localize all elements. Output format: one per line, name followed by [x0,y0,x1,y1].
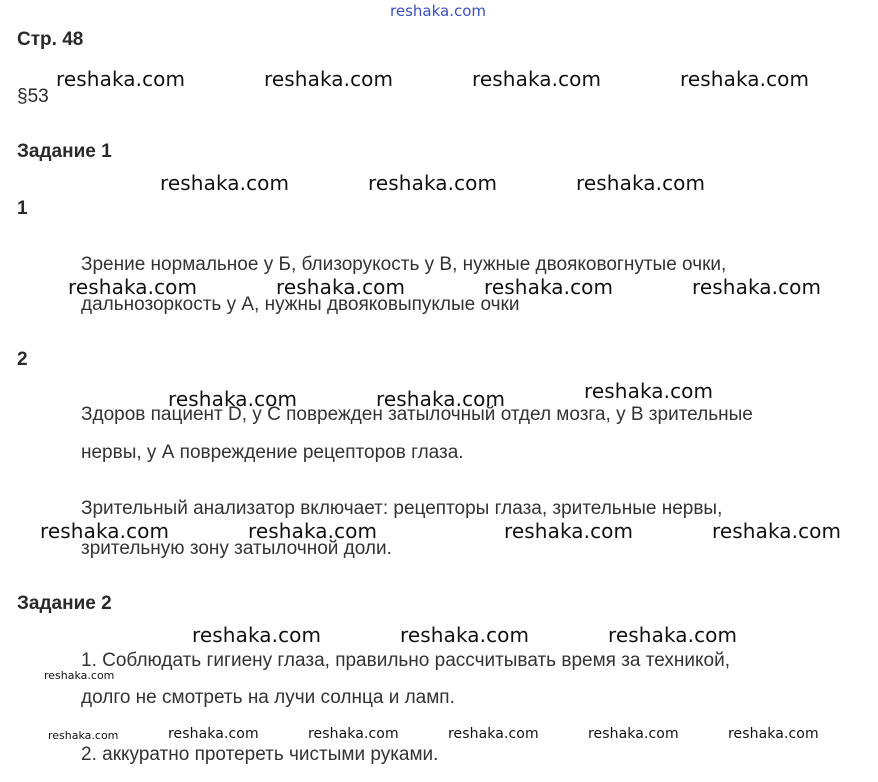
watermark-small: reshaka.com [44,669,115,682]
watermark: reshaka.com [160,171,290,195]
watermark: reshaka.com [376,387,506,411]
watermark: reshaka.com [576,171,706,195]
watermark-medium: reshaka.com [588,726,679,742]
watermark: reshaka.com [40,519,170,543]
task1-title: Задание 1 [17,141,112,162]
watermark: reshaka.com [264,67,394,91]
page-number: Стр. 48 [17,29,84,50]
watermark: reshaka.com [680,67,810,91]
top-watermark: reshaka.com [390,2,486,20]
answer1-line1: Зрение нормальное у Б, близорукость у В, нужные двояковогнутые очки, [81,254,727,275]
watermark: reshaka.com [484,275,614,299]
section-number: §53 [17,86,49,107]
watermark: reshaka.com [472,67,602,91]
answer2-line3: Зрительный анализатор включает: рецепторы глаза, зрительные нервы, [81,498,723,519]
watermark: reshaka.com [192,623,322,647]
question2-number: 2 [17,349,28,370]
watermark: reshaka.com [276,275,406,299]
watermark: reshaka.com [504,519,634,543]
watermark-small: reshaka.com [48,729,119,742]
watermark: reshaka.com [400,623,530,647]
answer1-line2: дальнозоркость у А, нужны двояковыпуклые очки [81,294,520,315]
watermark: reshaka.com [608,623,738,647]
watermark: reshaka.com [168,387,298,411]
watermark: reshaka.com [68,275,198,299]
answer2-line4: зрительную зону затылочной доли. [81,538,392,559]
watermark: reshaka.com [56,67,186,91]
answer2-line2: нервы, у А повреждение рецепторов глаза. [81,442,464,463]
watermark: reshaka.com [692,275,822,299]
watermark-medium: reshaka.com [168,726,259,742]
question1-number: 1 [17,198,28,219]
watermark-medium: reshaka.com [728,726,819,742]
task2-line2: долго не смотреть на лучи солнца и ламп. [81,687,455,708]
watermark: reshaka.com [248,519,378,543]
watermark: reshaka.com [712,519,842,543]
task2-line1: 1. Соблюдать гигиену глаза, правильно рассчитывать время за техникой, [81,650,730,671]
watermark: reshaka.com [584,379,714,403]
watermark-medium: reshaka.com [448,726,539,742]
watermark-medium: reshaka.com [308,726,399,742]
watermark: reshaka.com [368,171,498,195]
answer2-line1: Здоров пациент D, у С поврежден затылочный отдел мозга, у В зрительные [81,404,753,425]
task2-title: Задание 2 [17,593,112,614]
task2-line3: 2. аккуратно протереть чистыми руками. [81,744,439,765]
